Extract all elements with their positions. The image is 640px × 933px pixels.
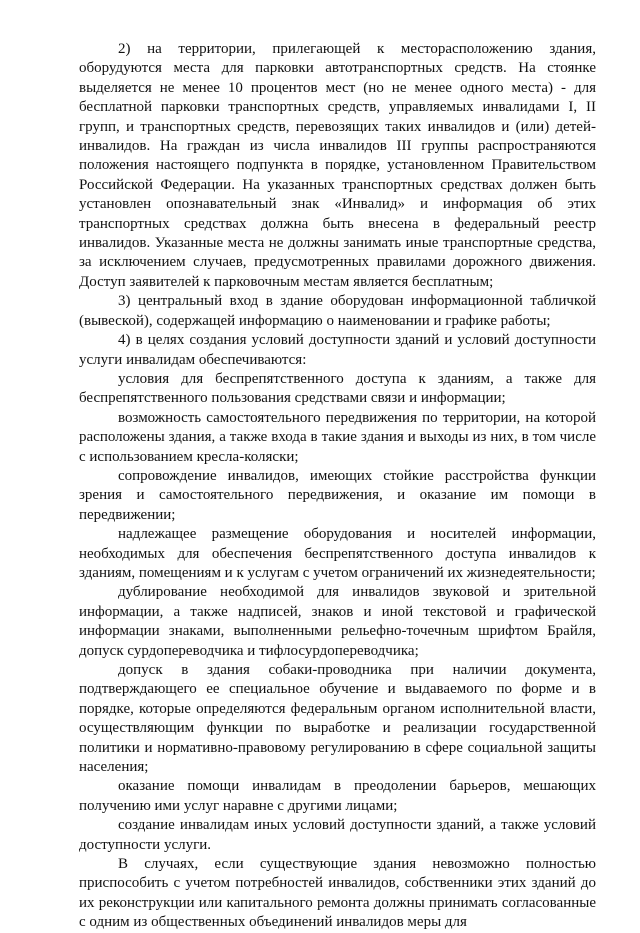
paragraph-accessibility-intro: 4) в целях создания условий доступности зданий и условий доступности услуги инвалидам обеспечиваются:: [79, 332, 596, 368]
document-page: [79, 40, 596, 933]
paragraph-guide-dog: допуск в здания собаки-проводника при наличии документа, подтверждающего ее специальное обучение и выдаваемого по форме и в порядке, которые определяются федеральным органом исполнительной власти, осуществляющим функции по выработке и реализации государственной политики и нормативно-правовому регулированию в сфере социальной защиты населения;: [79, 662, 596, 776]
paragraph-other-conditions: создание инвалидам иных условий доступности зданий, а также условий доступности услуги.: [79, 817, 596, 853]
paragraph-independent-movement: возможность самостоятельного передвижения по территории, на которой расположены здания, а также входа в такие здания и выходы из них, в том числе с использованием кресла-коляски;: [79, 409, 596, 465]
paragraph-braille-duplication: дублирование необходимой для инвалидов звуковой и зрительной информации, а также надписей, знаков и иной текстовой и графической информации знаками, выполненными рельефно-точечным шрифтом Брайля, допуск сурдопереводчика и тифлосурдопереводчика;: [79, 584, 596, 659]
paragraph-barrier-assistance: оказание помощи инвалидам в преодолении барьеров, мешающих получению ими услуг наравне с другими лицами;: [79, 778, 596, 814]
paragraph-existing-buildings: В случаях, если существующие здания невозможно полностью приспособить с учетом потребностей инвалидов, собственники этих зданий до их реконструкции или капитального ремонта должны принимать согласованные с одним из общественных объединений инвалидов меры для: [79, 856, 596, 931]
paragraph-equipment-placement: надлежащее размещение оборудования и носителей информации, необходимых для обеспечения беспрепятственного доступа инвалидов к зданиям, помещениям и к услугам с учетом ограничений их жизнедеятельности;: [79, 526, 596, 581]
paragraph-central-entrance: 3) центральный вход в здание оборудован информационной табличкой (вывеской), содержащей информацию о наименовании и графике работы;: [79, 293, 596, 329]
paragraph-parking: 2) на территории, прилегающей к месторасположению здания, оборудуются места для парковки автотранспортных средств. На стоянке выделяется не менее 10 процентов мест (но не менее одного места) - для бесплатной парковки транспортных средств, управляемых инвалидами I, II групп, и транспортных средств, перевозящих таких инвалидов и (или) детей-инвалидов. На граждан из числа инвалидов III группы распространяются положения настоящего подпункта в порядке, установленном Правительством Российской Федерации. На указанных транспортных средствах должен быть установлен опознавательный знак «Инвалид» и информация об этих транспортных средствах должна быть внесена в федеральный реестр инвалидов. Указанные места не должны занимать иные транспортные средства, за исключением случаев, предусмотренных правилами дорожного движения. Доступ заявителей к парковочным местам является бесплатным;: [79, 41, 596, 290]
paragraph-unobstructed-access: условия для беспрепятственного доступа к зданиям, а также для беспрепятственного пользования средствами связи и информации;: [79, 370, 596, 407]
paragraph-escort-assistance: сопровождение инвалидов, имеющих стойкие расстройства функции зрения и самостоятельного передвижения, и оказание им помощи в передвижении;: [79, 467, 596, 523]
